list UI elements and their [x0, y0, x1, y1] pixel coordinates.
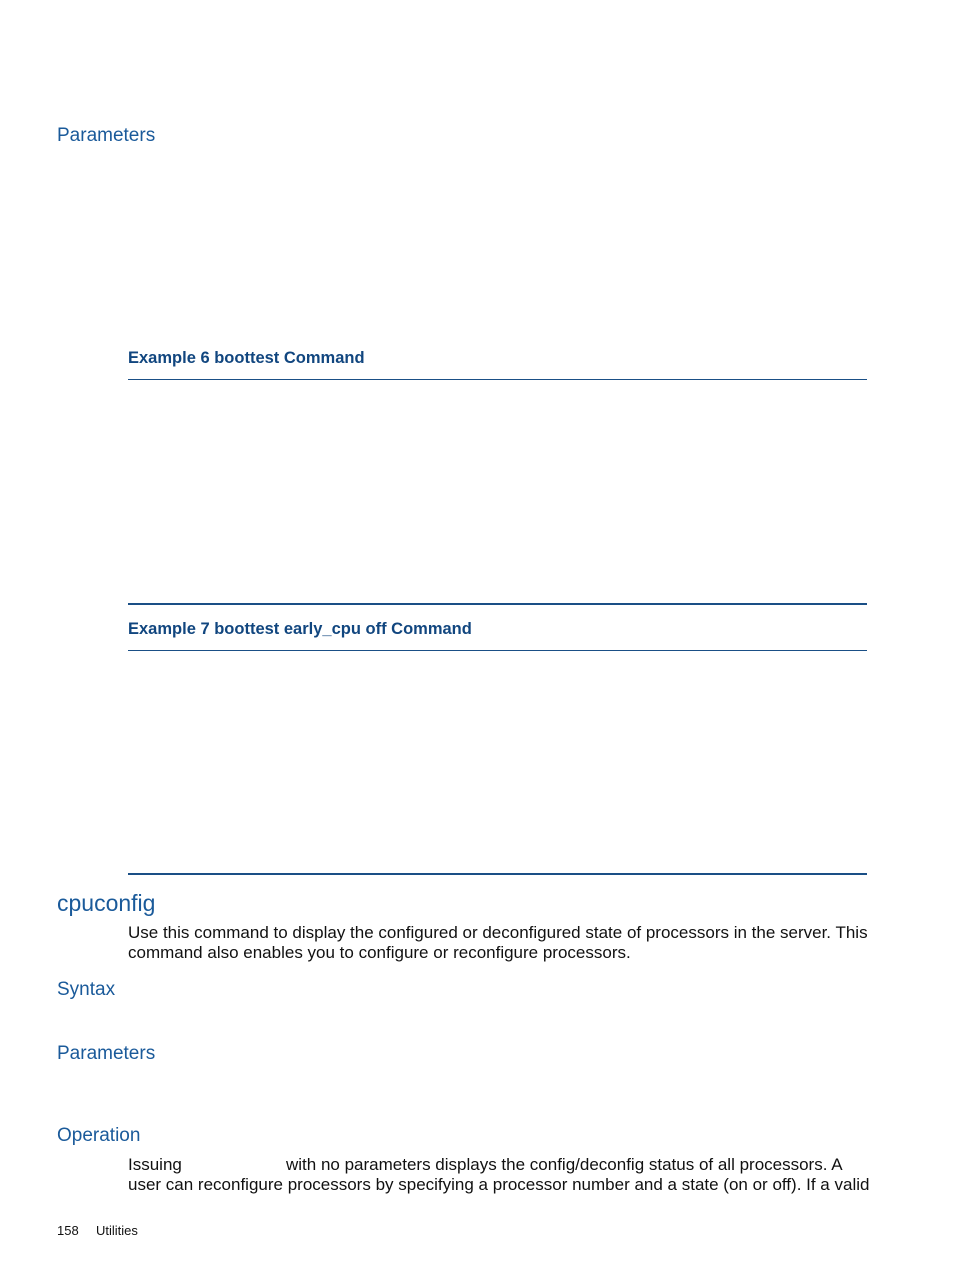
operation-line-2: user can reconfigure processors by specifying a processor number and a state (on or off). If a valid — [128, 1175, 870, 1194]
page-number: 158 — [57, 1223, 79, 1238]
operation-word-issuing: Issuing — [128, 1155, 182, 1174]
example-7-end-rule — [128, 873, 867, 875]
parameters-heading-2: Parameters — [57, 1043, 156, 1064]
cpuconfig-description-line-2: command also enables you to configure or reconfigure processors. — [128, 943, 631, 962]
example-6-end-rule — [128, 603, 867, 605]
cpuconfig-description-line-1: Use this command to display the configured or deconfigured state of processors in the server. This — [128, 923, 868, 942]
syntax-heading: Syntax — [57, 979, 116, 1000]
parameters-heading: Parameters — [57, 125, 156, 146]
example-7-title-rule — [128, 650, 867, 651]
cpuconfig-heading: cpuconfig — [57, 890, 156, 916]
example-6-title-rule — [128, 379, 867, 380]
footer-section-name: Utilities — [96, 1223, 138, 1238]
example-6-title: Example 6 boottest Command — [128, 349, 365, 367]
operation-line-1: with no parameters displays the config/deconfig status of all processors. A — [286, 1155, 843, 1174]
example-7-title: Example 7 boottest early_cpu off Command — [128, 620, 472, 638]
operation-heading: Operation — [57, 1125, 141, 1146]
